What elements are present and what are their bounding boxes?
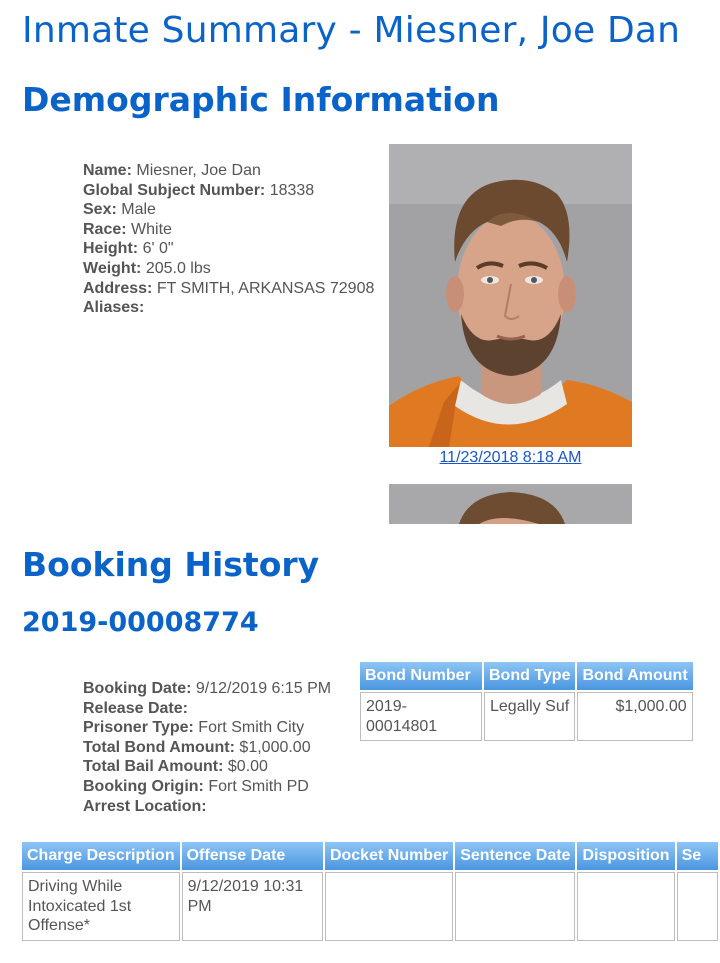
docket-number-header[interactable]: Docket Number: [325, 842, 453, 870]
sex-value: Male: [121, 201, 156, 219]
mugshot-image: [389, 144, 632, 447]
bond-number-header[interactable]: Bond Number: [360, 662, 482, 690]
disposition-cell: [577, 872, 674, 941]
total-bond-value: $1,000.00: [239, 738, 311, 756]
offense-date-cell: 9/12/2019 10:31 PM: [182, 872, 323, 941]
charge-table-container: [20, 840, 720, 950]
height-row: Height: 6' 0": [83, 240, 174, 258]
bond-type-cell: Legally Suf: [484, 692, 575, 741]
mugshot-image-secondary: [389, 484, 632, 524]
release-date-row: Release Date:: [83, 699, 188, 717]
page-title: Inmate Summary - Miesner, Joe Dan: [22, 10, 681, 51]
mugshot-photo[interactable]: [389, 144, 632, 447]
name-value: Miesner, Joe Dan: [136, 162, 261, 179]
sentence-cell: [677, 872, 718, 941]
mugshot-photo-secondary[interactable]: [389, 484, 632, 524]
aliases-row: Aliases:: [83, 299, 145, 317]
sentence-header-truncated[interactable]: Se: [677, 842, 718, 870]
table-row: [22, 872, 718, 941]
race-value: White: [131, 220, 172, 238]
charge-table-header-row: [22, 842, 718, 870]
sentence-date-cell: [455, 872, 575, 941]
demographic-heading: Demographic Information: [22, 80, 500, 119]
offense-date-header[interactable]: Offense Date: [182, 842, 323, 870]
bond-table: [358, 660, 695, 743]
charge-description-header[interactable]: Charge Description: [22, 842, 180, 870]
booking-date-value: 9/12/2019 6:15 PM: [195, 680, 332, 697]
arrest-location-row: Arrest Location:: [83, 797, 207, 815]
booking-info: [83, 679, 331, 816]
prisoner-type-value: Fort Smith City: [198, 719, 305, 737]
booking-date-row: Booking Date: 9/12/2019 6:15 PM: [83, 680, 332, 697]
global-subject-number-row: Global Subject Number: 18338: [83, 181, 315, 199]
bond-amount-cell: $1,000.00: [577, 692, 692, 741]
global-subject-number-value: 18338: [269, 181, 315, 199]
booking-number: 2019-00008774: [22, 607, 259, 638]
demographic-info: [83, 161, 374, 318]
table-row: [360, 692, 693, 741]
bond-amount-header[interactable]: Bond Amount: [577, 662, 692, 690]
booking-origin-value: Fort Smith PD: [208, 777, 309, 795]
photo-date-link[interactable]: 11/23/2018 8:18 AM: [439, 449, 582, 466]
prisoner-type-row: Prisoner Type: Fort Smith City: [83, 719, 305, 737]
bond-table-header-row: [360, 662, 693, 690]
total-bail-value: $0.00: [227, 758, 268, 776]
disposition-header[interactable]: Disposition: [577, 842, 674, 870]
booking-origin-row: Booking Origin: Fort Smith PD: [83, 777, 309, 795]
bond-number-cell: 2019-00014801: [360, 692, 482, 741]
total-bail-row: Total Bail Amount: $0.00: [83, 758, 268, 776]
sentence-date-header[interactable]: Sentence Date: [455, 842, 575, 870]
docket-number-cell: [325, 872, 453, 941]
charge-description-cell: Driving While Intoxicated 1st Offense*: [22, 872, 180, 941]
race-row: Race: White: [83, 220, 172, 238]
charge-table: [20, 840, 720, 943]
sex-row: Sex: Male: [83, 201, 156, 219]
bond-type-header[interactable]: Bond Type: [484, 662, 575, 690]
name-row: Name: Miesner, Joe Dan: [83, 162, 261, 179]
address-row: Address: FT SMITH, ARKANSAS 72908: [83, 279, 375, 297]
total-bond-row: Total Bond Amount: $1,000.00: [83, 738, 311, 756]
weight-value: 205.0 lbs: [145, 259, 211, 277]
height-value: 6' 0": [142, 240, 174, 258]
weight-row: Weight: 205.0 lbs: [83, 259, 211, 277]
booking-history-heading: Booking History: [22, 545, 320, 584]
address-value: FT SMITH, ARKANSAS 72908: [156, 279, 375, 297]
